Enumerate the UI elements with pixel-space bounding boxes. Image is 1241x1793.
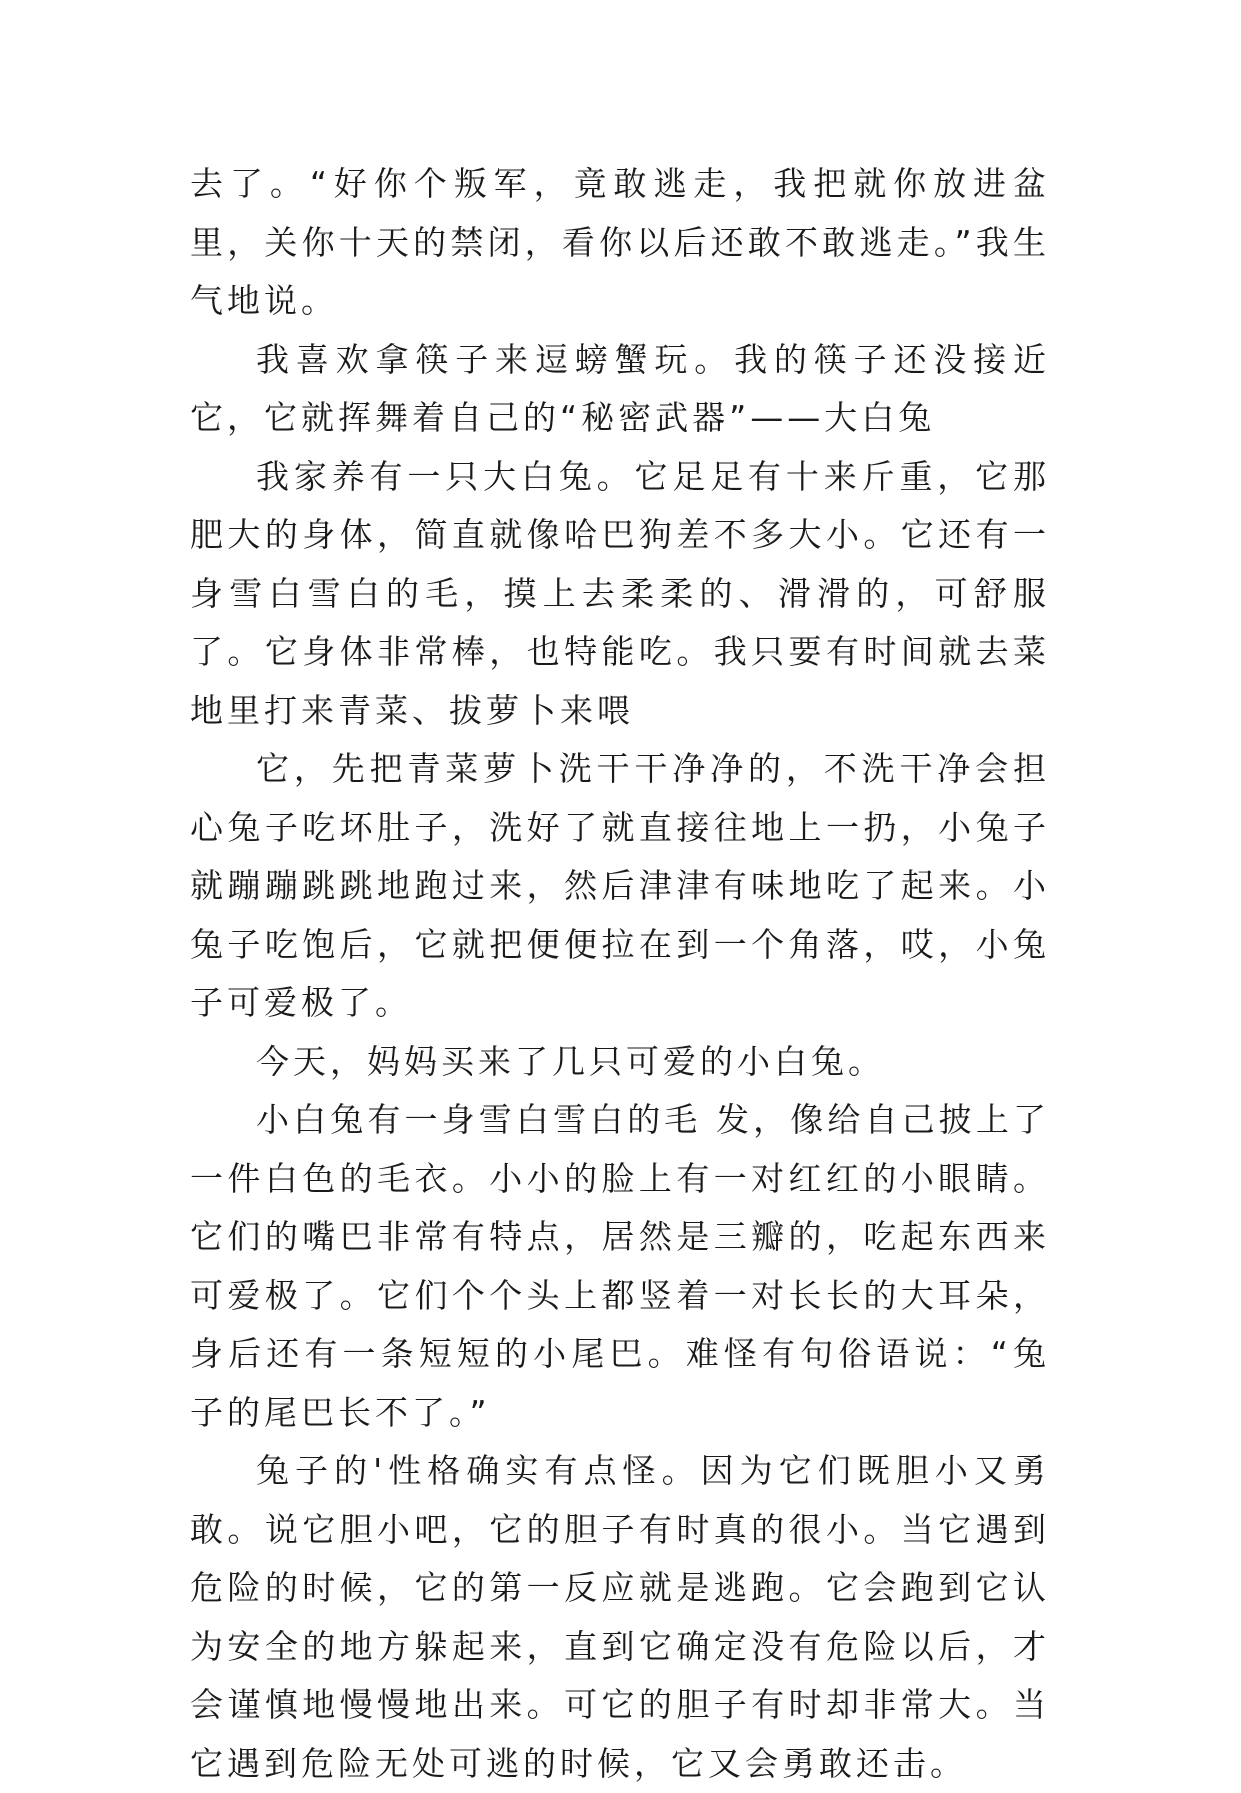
paragraph-7: 兔子的'性格确实有点怪。因为它们既胆小又勇敢。说它胆小吧，它的胆子有时真的很小。当它遇到危险的时候，它的第一反应就是逃跑。它会跑到它认为安全的地方躲起来，直到它确定没有危险以后，才会谨慎地慢慢地出来。可它的胆子有时却非常大。当它遇到危险无处可逃的时候，它又会勇敢还击。 <box>190 1451 1050 1783</box>
paragraph-6: 小白兔有一身雪白雪白的毛 发，像给自己披上了一件白色的毛衣。小小的脸上有一对红红的小眼睛。它们的嘴巴非常有特点，居然是三瓣的，吃起东西来可爱极了。它们个个头上都竖着一对长长的大耳朵，身后还有一条短短的小尾巴。难怪有句俗语说：“兔子的尾巴长不了。” <box>190 1100 1050 1432</box>
document-body <box>190 155 1050 1793</box>
paragraph-3: 我家养有一只大白兔。它足足有十来斤重，它那肥大的身体，简直就像哈巴狗差不多大小。它还有一身雪白雪白的毛，摸上去柔柔的、滑滑的，可舒服了。它身体非常棒，也特能吃。我只要有时间就去菜地里打来青菜、拔萝卜来喂 <box>190 456 1050 730</box>
paragraph-5: 今天，妈妈买来了几只可爱的小白兔。 <box>256 1041 885 1081</box>
paragraph-4: 它，先把青菜萝卜洗干干净净的，不洗干净会担心兔子吃坏肚子，洗好了就直接往地上一扔，小兔子就蹦蹦跳跳地跑过来，然后津津有味地吃了起来。小兔子吃饱后，它就把便便拉在到一个角落，哎，小兔子可爱极了。 <box>190 749 1050 1022</box>
paragraph-1: 去了。“好你个叛军，竟敢逃走，我把就你放进盆里，关你十天的禁闭，看你以后还敢不敢逃走。”我生气地说。 <box>190 164 1050 320</box>
paragraph-2: 我喜欢拿筷子来逗螃蟹玩。我的筷子还没接近它，它就挥舞着自己的“秘密武器”——大白兔 <box>190 339 1050 437</box>
